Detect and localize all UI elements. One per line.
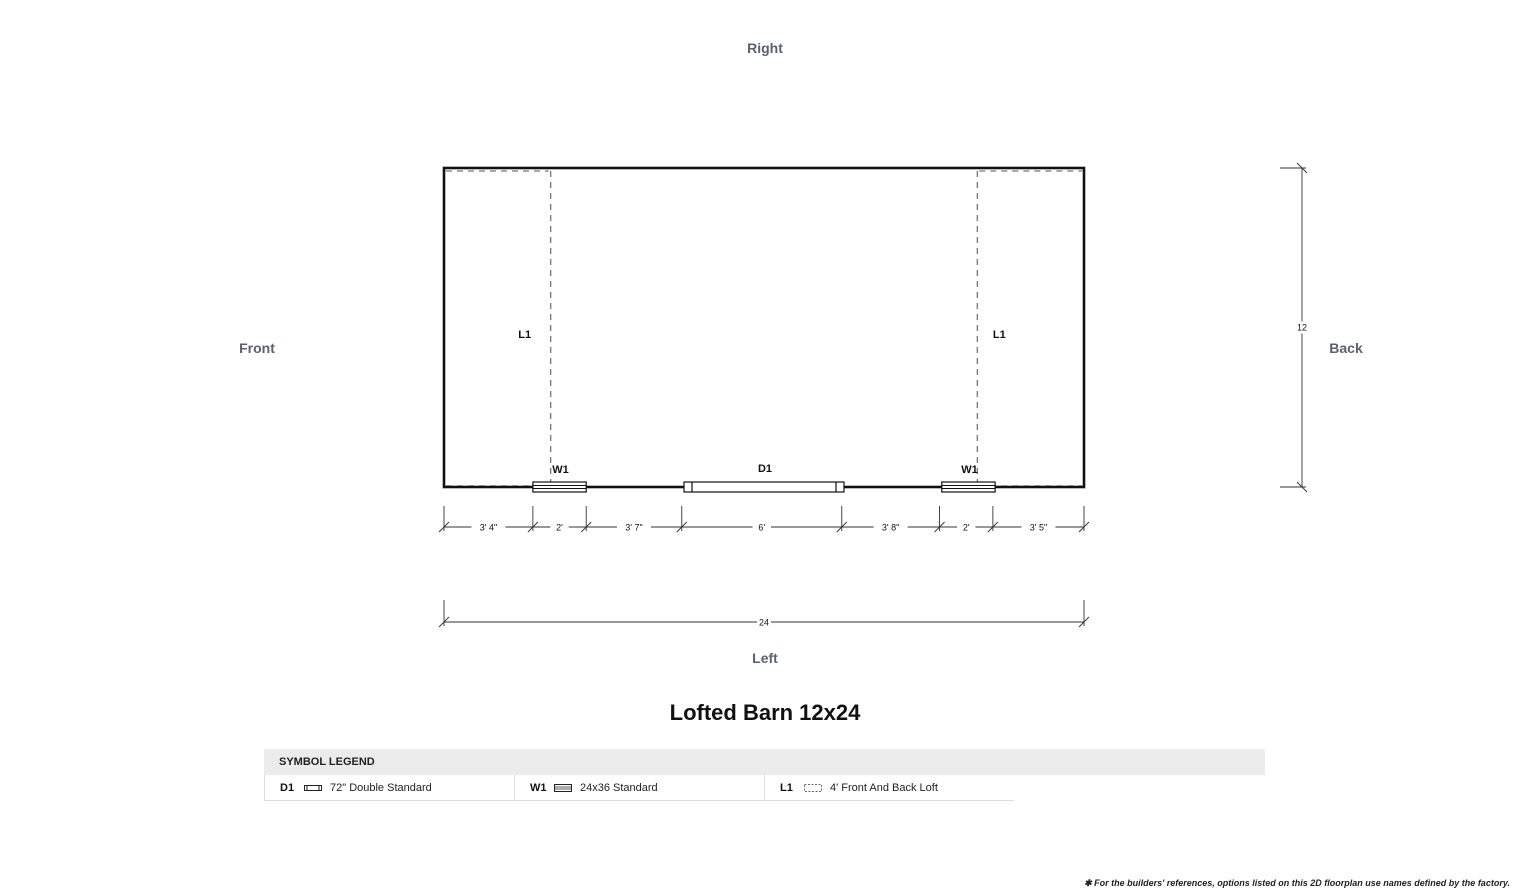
legend-description: 4' Front And Back Loft xyxy=(830,781,938,794)
segment-dimension-label: 3' 5" xyxy=(1029,522,1048,533)
overall-width-label: 24 xyxy=(758,617,770,628)
door-opening xyxy=(684,482,844,492)
side-label-left: Left xyxy=(752,650,778,666)
segment-dimension-label: 3' 4" xyxy=(479,522,498,533)
footnote: ✱ For the builders' references, options listed on this 2D floorplan use names defined by the factory. xyxy=(1084,878,1510,888)
segment-dimension-label: 3' 7" xyxy=(625,522,643,533)
legend-description: 24x36 Standard xyxy=(580,781,658,794)
door-label: D1 xyxy=(757,463,773,475)
door-symbol-icon xyxy=(304,784,322,792)
symbol-legend xyxy=(264,749,1265,801)
legend-empty-cell xyxy=(1014,775,1265,801)
loft-label: L1 xyxy=(518,329,532,341)
legend-item-l1 xyxy=(764,775,1014,801)
legend-description: 72" Double Standard xyxy=(330,781,432,794)
legend-item-w1 xyxy=(514,775,764,801)
loft-label: L1 xyxy=(992,329,1006,341)
side-label-right: Right xyxy=(747,40,783,56)
segment-dimension-label: 2' xyxy=(962,522,970,533)
wall-layer xyxy=(444,168,1084,487)
dimension-layer xyxy=(439,163,1307,628)
legend-code: D1 xyxy=(280,781,295,794)
label-layer xyxy=(518,329,1006,476)
loft-layer xyxy=(446,171,1082,486)
loft-symbol-icon xyxy=(804,784,822,792)
window-opening xyxy=(533,482,586,492)
window-symbol-icon xyxy=(554,784,572,792)
overall-depth-label: 12 xyxy=(1296,322,1308,333)
side-label-front: Front xyxy=(239,340,275,356)
plan-title: Lofted Barn 12x24 xyxy=(669,700,861,725)
segment-dimension-label: 2' xyxy=(556,522,563,533)
legend-code: W1 xyxy=(530,781,547,794)
segment-dimension-label: 3' 8" xyxy=(881,522,900,533)
legend-code: L1 xyxy=(780,781,793,794)
legend-header: SYMBOL LEGEND xyxy=(264,749,1265,775)
window-label: W1 xyxy=(552,464,569,476)
side-label-back: Back xyxy=(1329,340,1363,356)
legend-row xyxy=(264,775,1265,801)
segment-dimension-label: 6' xyxy=(758,522,766,533)
exterior-wall xyxy=(444,168,1084,487)
window-opening xyxy=(942,482,995,492)
window-label: W1 xyxy=(961,464,978,476)
legend-item-d1 xyxy=(264,775,514,801)
